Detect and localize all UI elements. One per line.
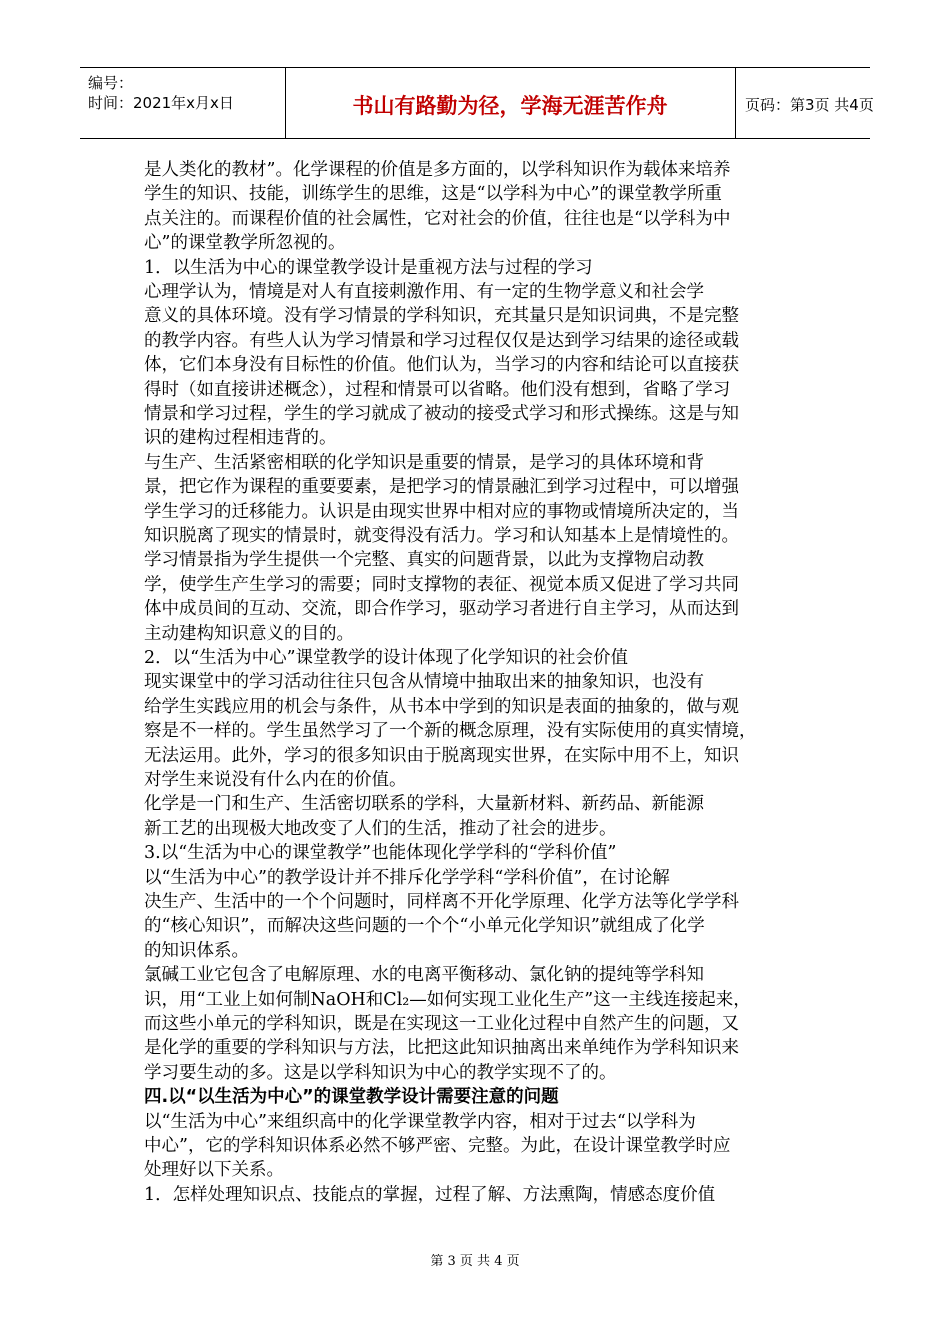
text-line: 察是不一样的。学生虽然学习了一个新的概念原理，没有实际使用的真实情境， <box>144 721 757 742</box>
header-info-cell <box>80 68 286 138</box>
text-line: 3.以“生活为中心的课堂教学”也能体现化学学科的“学科价值” <box>144 843 617 864</box>
text-line: 的教学内容。有些人认为学习情景和学习过程仅仅是达到学习结果的途径或载 <box>144 330 739 351</box>
text-line: 体中成员间的互动、交流，即合作学习，驱动学习者进行自主学习，从而达到 <box>144 599 739 620</box>
text-line: 学生的知识、技能，训练学生的思维，这是“以学科为中心”的课堂教学所重 <box>144 184 722 205</box>
text-line: 对学生来说没有什么内在的价值。 <box>144 770 407 790</box>
text-line: 的“核心知识”，而解决这些问题的一个个“小单元化学知识”就组成了化学 <box>144 916 705 937</box>
text-line: 意义的具体环境。没有学习情景的学科知识，充其量只是知识词典，不是完整 <box>144 306 739 327</box>
page-header <box>80 67 874 139</box>
text-line: 是化学的重要的学科知识与方法，比把这此知识抽离出来单纯作为学科知识来 <box>144 1038 739 1059</box>
text-line: 景，把它作为课程的重要要素，是把学习的情景融汇到学习过程中，可以增强 <box>144 477 739 498</box>
text-line: 得时（如直接讲述概念），过程和情景可以省略。他们没有想到，省略了学习 <box>144 379 731 400</box>
text-line: 是人类化的教材”。化学课程的价值是多方面的，以学科知识作为载体来培养 <box>144 160 731 180</box>
text-line: 以“生活为中心”来组织高中的化学课堂教学内容，相对于过去“以学科为 <box>144 1111 696 1132</box>
text-line: 处理好以下关系。 <box>144 1160 284 1181</box>
text-line: 新工艺的出现极大地改变了人们的生活，推动了社会的进步。 <box>144 818 617 839</box>
text-line: 识的建构过程相违背的。 <box>144 428 337 449</box>
text-line: 现实课堂中的学习活动往往只包含从情境中抽取出来的抽象知识，也没有 <box>144 672 704 693</box>
text-line: 的知识体系。 <box>144 940 249 961</box>
text-line: 知识脱离了现实的情景时，就变得没有活力。学习和认知基本上是情境性的。 <box>144 526 739 546</box>
text-line: 学生学习的迁移能力。认识是由现实世界中相对应的事物或情境所决定的，当 <box>144 501 739 522</box>
text-line: 识，用“工业上如何制NaOH和Cl₂—如何实现工业化生产”这一主线连接起来， <box>144 989 751 1010</box>
text-line: 点关注的。而课程价值的社会属性，它对社会的价值，往往也是“以学科为中 <box>144 208 731 229</box>
header-page-number: 页码：第3页 共4页 <box>745 96 874 114</box>
text-line: 四.以“以生活为中心”的课堂教学设计需要注意的问题 <box>144 1087 559 1108</box>
header-motto-cell <box>285 68 736 138</box>
text-line: 化学是一门和生产、生活密切联系的学科，大量新材料、新药品、新能源 <box>144 794 704 815</box>
text-line: 学，使学生产生学习的需要；同时支撑物的表征、视觉本质又促进了学习共同 <box>144 574 739 595</box>
text-line: 2．以“生活为中心”课堂教学的设计体现了化学知识的社会价值 <box>144 648 629 668</box>
text-line: 主动建构知识意义的目的。 <box>144 623 354 644</box>
text-line: 氯碱工业它包含了电解原理、水的电离平衡移动、氯化钠的提纯等学科知 <box>144 965 704 986</box>
text-line: 而这些小单元的学科知识，既是在实现这一工业化过程中自然产生的问题，又 <box>144 1014 739 1034</box>
header-code: 编号： <box>88 74 134 92</box>
text-line: 体，它们本身没有目标性的价值。他们认为，当学习的内容和结论可以直接获 <box>144 355 739 376</box>
header-date: 时间：2021年x月x日 <box>88 94 234 112</box>
text-line: 给学生实践应用的机会与条件，从书本中学到的知识是表面的抽象的，做与观 <box>144 696 739 717</box>
text-line: 1．怎样处理知识点、技能点的掌握，过程了解、方法熏陶，情感态度价值 <box>144 1184 716 1205</box>
text-line: 心”的课堂教学所忽视的。 <box>144 233 346 254</box>
page-footer: 第 3 页 共 4 页 <box>430 1254 520 1269</box>
text-line: 学习要生动的多。这是以学科知识为中心的教学实现不了的。 <box>144 1062 617 1083</box>
text-line: 学习情景指为学生提供一个完整、真实的问题背景，以此为支撑物启动教 <box>144 550 704 571</box>
text-line: 决生产、生活中的一个个问题时，同样离不开化学原理、化学方法等化学学科 <box>144 892 739 912</box>
text-line: 无法运用。此外，学习的很多知识由于脱离现实世界，在实际中用不上，知识 <box>144 745 739 766</box>
text-line: 中心”，它的学科知识体系必然不够严密、完整。为此，在设计课堂教学时应 <box>144 1136 731 1156</box>
text-line: 与生产、生活紧密相联的化学知识是重要的情景，是学习的具体环境和背 <box>144 452 704 473</box>
text-line: 以“生活为中心”的教学设计并不排斥化学学科“学科价值”，在讨论解 <box>144 867 670 888</box>
text-line: 情景和学习过程，学生的学习就成了被动的接受式学习和形式操练。这是与知 <box>144 404 739 424</box>
text-line: 1．以生活为中心的课堂教学设计是重视方法与过程的学习 <box>144 257 593 278</box>
header-motto: 书山有路勤为径，学海无涯苦作舟 <box>352 94 668 118</box>
text-line: 心理学认为，情境是对人有直接刺激作用、有一定的生物学意义和社会学 <box>144 282 704 302</box>
header-page-cell <box>735 68 874 138</box>
